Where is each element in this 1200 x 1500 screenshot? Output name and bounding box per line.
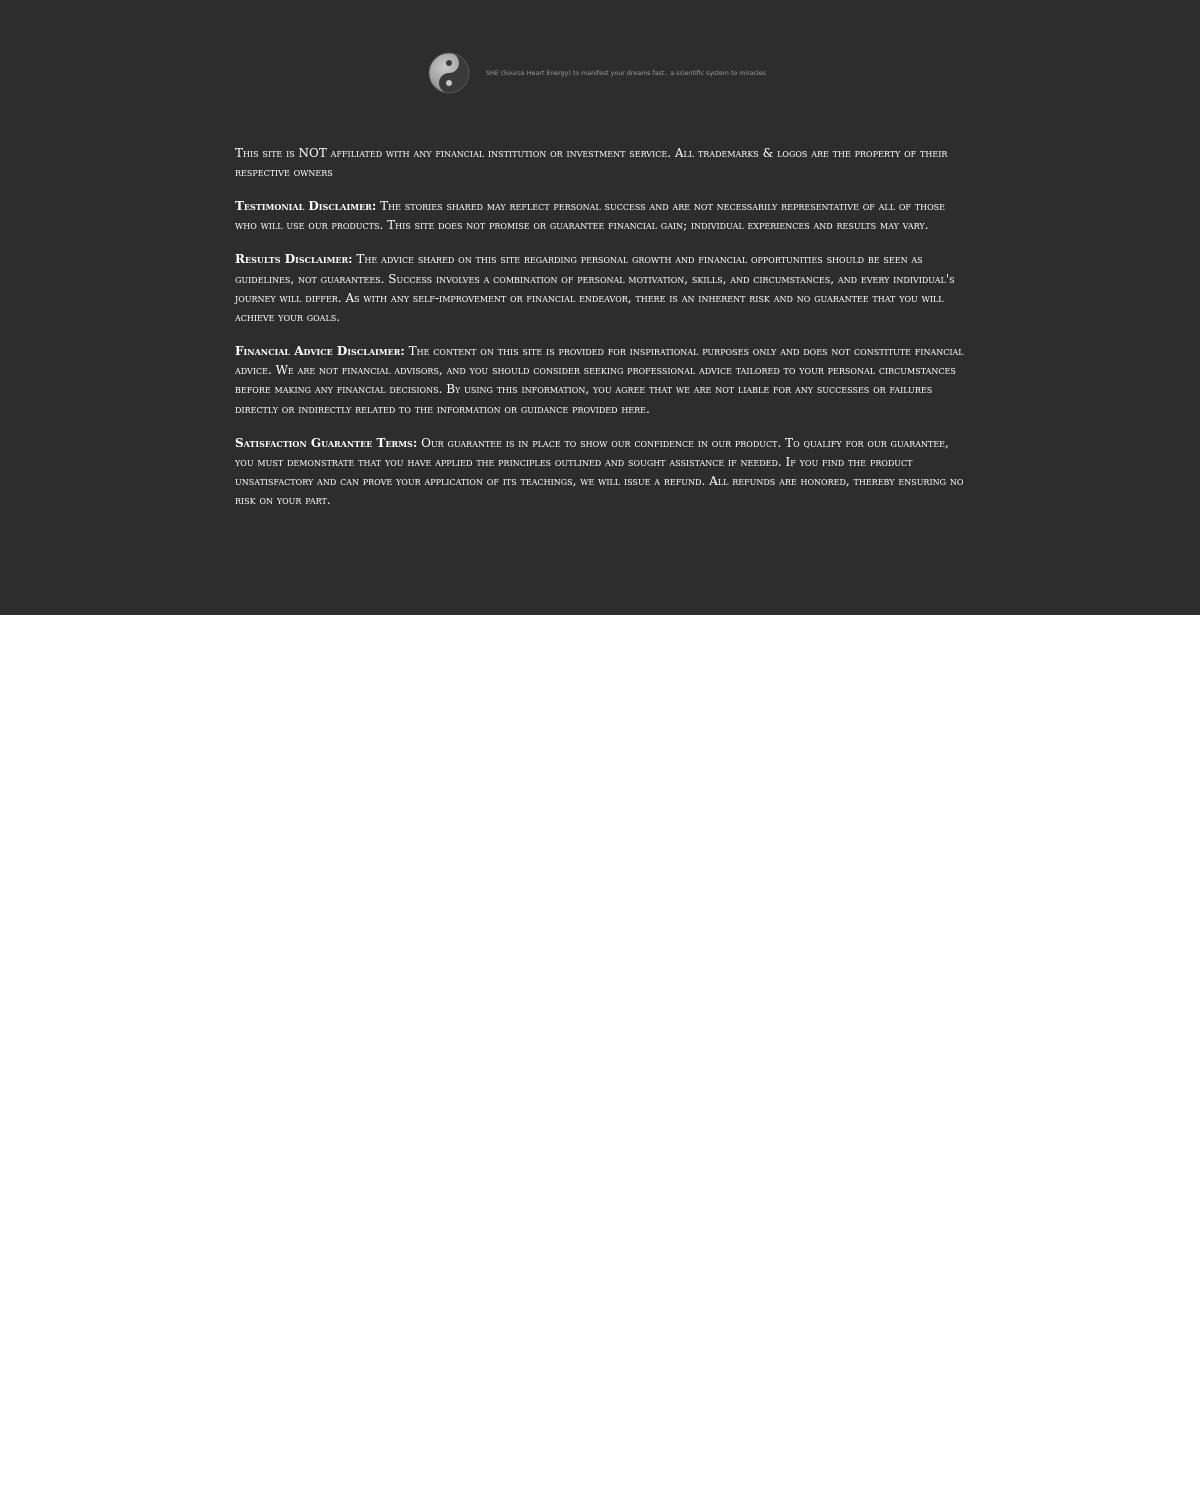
- logo[interactable]: [428, 52, 766, 94]
- financial-advice-disclaimer: [235, 342, 967, 419]
- affiliation-notice: [235, 144, 967, 182]
- logo-tagline: SHE (Source Heart Energy) to manifest your dreams fast.. a scientific system to miracles: [486, 69, 766, 77]
- results-disclaimer: [235, 250, 967, 327]
- financial-advice-disclaimer-label: Financial Advice Disclaimer:: [235, 344, 405, 359]
- disclaimer-block: [235, 144, 967, 525]
- results-disclaimer-text: The advice shared on this site regarding personal growth and financial opportunities should be seen as guidelines, not guarantees. Success involves a combination of personal motivation, skills, and circumstances, and every individual's journey will differ. As with any self-improvement or financial endeavor, there is an inherent risk and no guarantee that you will achieve your goals.: [235, 252, 955, 325]
- testimonial-disclaimer-label: Testimonial Disclaimer:: [235, 199, 377, 214]
- financial-advice-disclaimer-text: The content on this site is provided for inspirational purposes only and does not constitute financial advice. We are not financial advisors, and you should consider seeking professional advice tailored to your personal circumstances before making any financial decisions. By using this information, you agree that we are not liable for any successes or failures directly or indirectly related to the information or guidance provided here.: [235, 344, 964, 416]
- satisfaction-guarantee-terms: [235, 434, 967, 511]
- satisfaction-guarantee-label: Satisfaction Guarantee Terms:: [235, 435, 418, 450]
- testimonial-disclaimer: [235, 197, 967, 235]
- affiliation-text: This site is NOT affiliated with any financial institution or investment service. All trademarks & logos are the property of their respective owners: [235, 146, 948, 180]
- results-disclaimer-label: Results Disclaimer:: [235, 252, 353, 267]
- testimonial-disclaimer-text: The stories shared may reflect personal success and are not necessarily representative of all of those who will use our products. This site does not promise or guarantee financial gain; individual experiences and results may vary.: [235, 199, 945, 233]
- yin-yang-icon: [428, 52, 470, 94]
- site-footer: [0, 0, 1200, 615]
- satisfaction-guarantee-text: Our guarantee is in place to show our confidence in our product. To qualify for our guarantee, you must demonstrate that you have applied the principles outlined and sought assistance if needed. If you find the product unsatisfactory and can prove your application of its teachings, we will issue a refund. All refunds are honored, thereby ensuring no risk on your part.: [235, 435, 964, 508]
